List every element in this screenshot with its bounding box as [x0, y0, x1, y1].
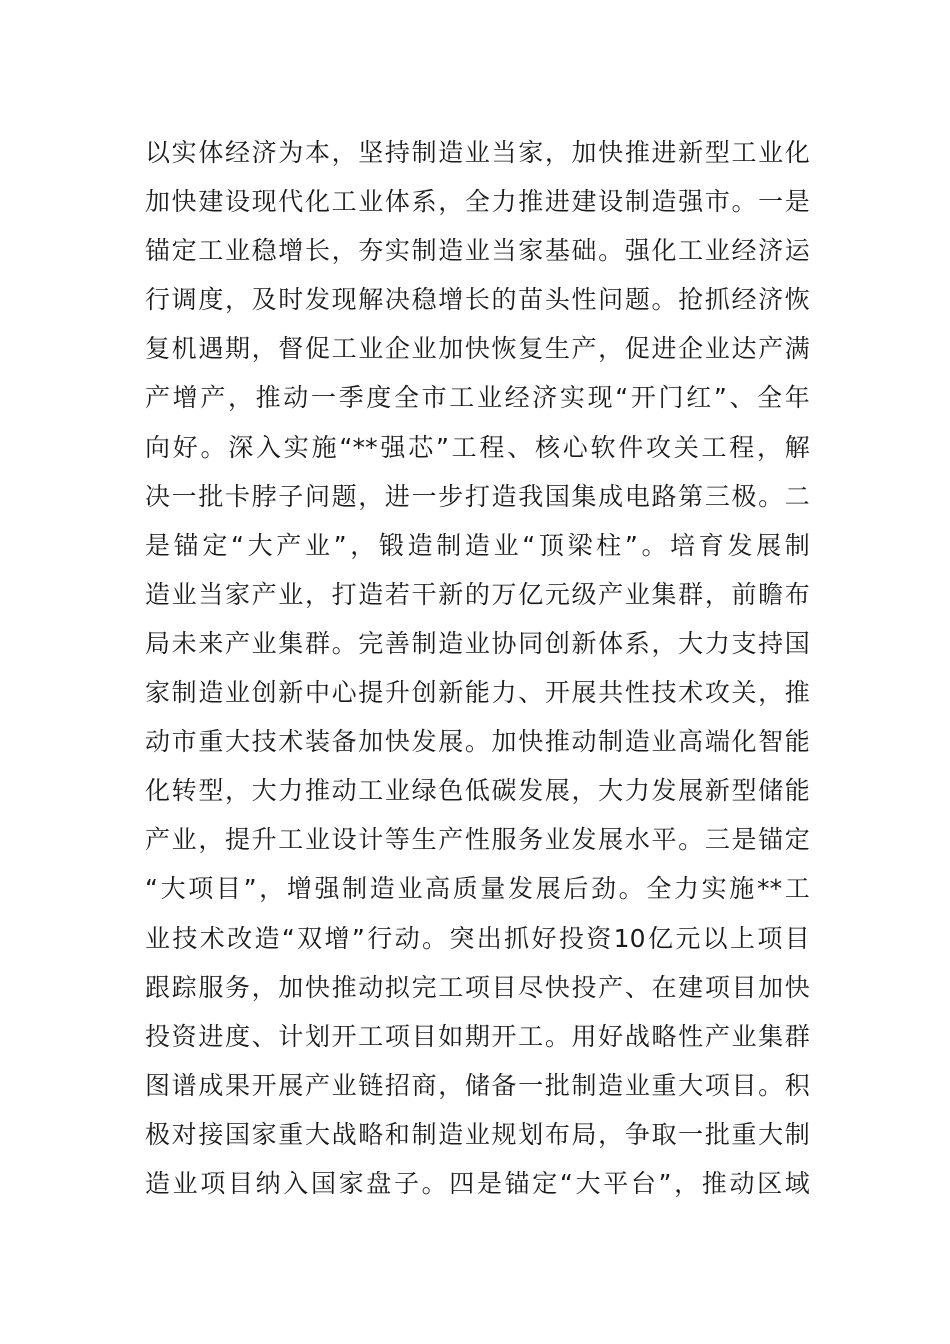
text-line: 造业项目纳入国家盘子。四是锚定“大平台”，推动区域 — [145, 1168, 810, 1198]
text-line: 行调度，及时发现解决稳增长的苗头性问题。抢抓经济恢 — [145, 285, 810, 315]
text-line: “大项目”，增强制造业高质量发展后劲。全力实施**工 — [145, 874, 810, 904]
text-line: 以实体经济为本，坚持制造业当家，加快推进新型工业化 — [145, 138, 810, 167]
text-line: 跟踪服务，加快推动拟完工项目尽快投产、在建项目加快 — [145, 972, 810, 1002]
text-line: 投资进度、计划开工项目如期开工。用好战略性产业集群 — [145, 1021, 810, 1051]
text-line: 家制造业创新中心提升创新能力、开展共性技术攻关，推 — [145, 678, 810, 708]
text-line: 产增产，推动一季度全市工业经济实现“开门红”、全年 — [145, 383, 810, 413]
text-line: 产业，提升工业设计等生产性服务业发展水平。三是锚定 — [145, 825, 810, 855]
text-line: 业技术改造“双增”行动。突出抓好投资10亿元以上项目 — [145, 923, 810, 953]
text-line: 决一批卡脖子问题，进一步打造我国集成电路第三极。二 — [145, 481, 810, 511]
text-line: 动市重大技术装备加快发展。加快推动制造业高端化智能 — [145, 727, 810, 757]
text-line: 局未来产业集群。完善制造业协同创新体系，大力支持国 — [145, 628, 810, 658]
text-line: 造业当家产业，打造若干新的万亿元级产业集群，前瞻布 — [145, 579, 810, 609]
text-line: 图谱成果开展产业链招商，储备一批制造业重大项目。积 — [145, 1070, 810, 1100]
text-line: 化转型，大力推动工业绿色低碳发展，大力发展新型储能 — [145, 776, 810, 806]
text-line: 是锚定“大产业”，锻造制造业“顶梁柱”。培育发展制 — [145, 530, 810, 560]
text-line: 锚定工业稳增长，夯实制造业当家基础。强化工业经济运 — [145, 236, 810, 266]
text-line: 极对接国家重大战略和制造业规划布局，争取一批重大制 — [145, 1119, 810, 1149]
text-line: 复机遇期，督促工业企业加快恢复生产，促进企业达产满 — [145, 334, 810, 364]
text-line: 加快建设现代化工业体系，全力推进建设制造强市。一是 — [145, 187, 810, 217]
body-paragraph — [145, 128, 810, 1208]
text-line: 向好。深入实施“**强芯”工程、核心软件攻关工程，解 — [145, 432, 810, 462]
